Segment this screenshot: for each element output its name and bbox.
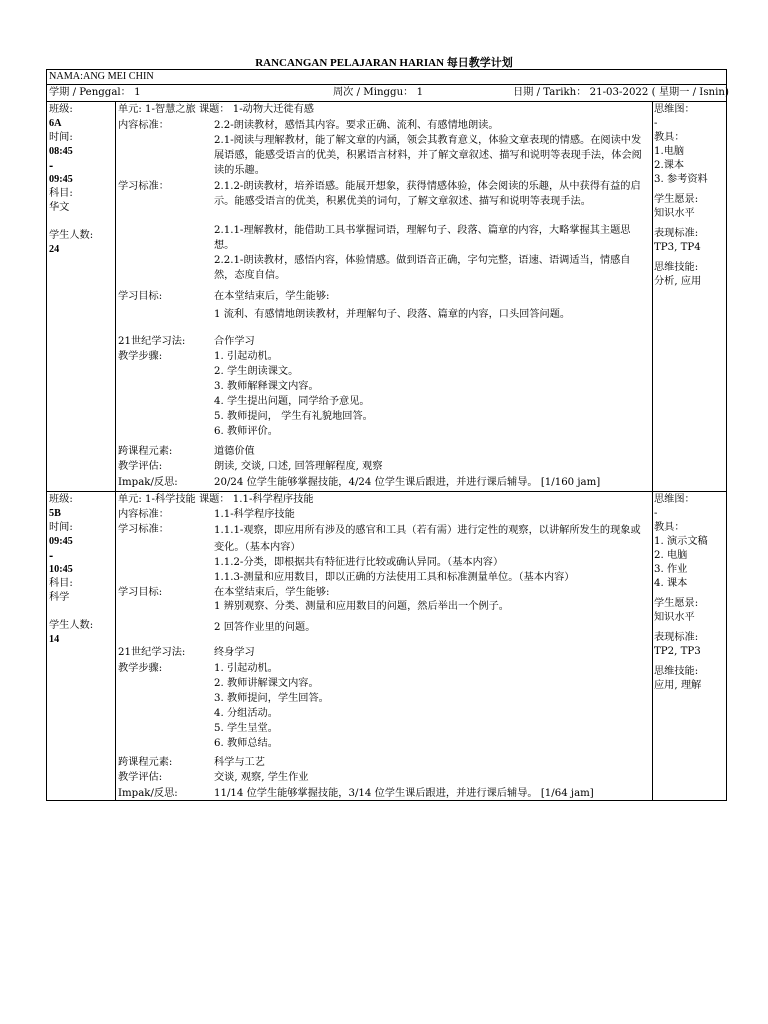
step-item: 1. 引起动机。	[214, 351, 278, 362]
subject-label: 科目:	[49, 188, 73, 199]
lesson-info	[49, 493, 93, 647]
time-label: 时间:	[49, 522, 73, 533]
class-label: 班级:	[49, 104, 73, 115]
step-item: 4. 学生提出问题，同学给予意见。	[214, 396, 370, 407]
step-item: 6. 教师评价。	[214, 426, 278, 437]
mindmap-label: 思维图：	[654, 104, 695, 115]
students-label: 学生人数:	[49, 230, 94, 241]
think-label: 思维技能:	[654, 666, 699, 677]
impak-label: Impak/反思:	[118, 477, 178, 488]
class-value: 6A	[49, 118, 62, 129]
objective-item: 2 回答作业里的问题。	[214, 622, 316, 633]
learning-label: 学习标准：	[118, 524, 169, 535]
divider	[652, 101, 653, 801]
eval-value: 交谈, 观察, 学生作业	[214, 772, 309, 783]
learning-label: 学习标准：	[118, 181, 169, 192]
content-label: 内容标准：	[118, 509, 169, 520]
impak-value: 11/14 位学生能够掌握技能，3/14 位学生课后跟进，并进行课后辅导。 [1/64 jam]	[214, 788, 594, 799]
step-item: 5. 学生呈堂。	[214, 723, 278, 734]
date: 日期 / Tarikh： 21-03-2022 ( 星期一 / Isnin)	[513, 87, 729, 98]
tools-label: 教具：	[654, 522, 685, 533]
objective-item: 1 辨别观察、分类、测量和应用数目的问题，然后举出一个例子。	[214, 601, 509, 612]
cross-label: 跨课程元素:	[118, 757, 173, 768]
content-text: 1.1-科学程序技能	[214, 509, 295, 520]
think-label: 思维技能:	[654, 262, 699, 273]
learning-item: 1.1.1-观察，即应用所有涉及的感官和工具（若有需）进行定性的观察，以讲解所发生的现象或变化。（基本内容）	[214, 525, 641, 553]
week: 周次 / Minggu： 1	[333, 87, 424, 98]
students-value: 24	[49, 244, 60, 255]
steps-list	[214, 661, 329, 751]
impak-label: Impak/反思:	[118, 788, 178, 799]
perf-label: 表现标准:	[654, 632, 699, 643]
unit-line: 单元: 1-智慧之旅 课题： 1-动物大迁徙有感	[118, 104, 314, 115]
eval-value: 朗读, 交谈, 口述, 回答理解程度, 观察	[214, 461, 383, 472]
divider	[47, 491, 726, 492]
mindmap-label: 思维图：	[654, 494, 695, 505]
learning-item: 1.1.3-测量和应用数目，即以正确的方法使用工具和标准测量单位。（基本内容）	[214, 572, 575, 583]
lesson-info	[49, 103, 93, 257]
lesson-plan-table	[46, 69, 727, 801]
objective-intro: 在本堂结束后，学生能够:	[214, 587, 330, 598]
wish-value: 知识水平	[654, 208, 695, 219]
divider	[47, 84, 726, 85]
c21-value: 合作学习	[214, 336, 255, 347]
time-end: 09:45	[49, 174, 73, 185]
think-value: 应用, 理解	[654, 680, 702, 691]
step-item: 1. 引起动机。	[214, 663, 278, 674]
cross-label: 跨课程元素:	[118, 446, 173, 457]
content-label: 内容标准：	[118, 120, 169, 131]
wish-label: 学生愿景:	[654, 598, 699, 609]
c21-label: 21世纪学习法:	[118, 336, 186, 347]
subject-label: 科目:	[49, 578, 73, 589]
step-item: 2. 学生朗读课文。	[214, 366, 299, 377]
perf-value: TP2, TP3	[654, 646, 701, 657]
class-value: 5B	[49, 508, 61, 519]
perf-label: 表现标准:	[654, 228, 699, 239]
time-label: 时间:	[49, 132, 73, 143]
wish-label: 学生愿景:	[654, 194, 699, 205]
term: 学期 / Penggal： 1	[49, 87, 141, 98]
step-item: 3. 教师解释课文内容。	[214, 381, 319, 392]
learning-item: 2.1.2-朗读教材，培养语感。能展开想象，获得情感体验，体会阅读的乐趣，从中获得有益的启示。能感受语言的优美，积累优美的词句，了解文章叙述、描写和说明等表现手法。	[214, 181, 641, 207]
steps-label: 教学步骤:	[118, 351, 163, 362]
step-item: 2. 教师讲解课文内容。	[214, 678, 319, 689]
mindmap-value: -	[654, 118, 658, 129]
learning-item: 2.2.1-朗读教材，感悟内容，体验情感。做到语音正确，字句完整，语速、语调适当，情感自然，态度自信。	[214, 255, 631, 281]
time-dash: -	[49, 550, 54, 562]
page-title: RANCANGAN PELAJARAN HARIAN 每日教学计划	[255, 57, 513, 69]
learning-item: 2.1.1-理解教材，能借助工具书掌握词语，理解句子、段落、篇章的内容，大略掌握其主题思想。	[214, 225, 631, 251]
time-start: 09:45	[49, 536, 73, 547]
perf-value: TP3, TP4	[654, 242, 701, 253]
tools-label: 教具：	[654, 132, 685, 143]
students-label: 学生人数:	[49, 620, 94, 631]
objective-intro: 在本堂结束后，学生能够:	[214, 291, 330, 302]
subject-value: 科学	[49, 592, 70, 603]
mindmap-value: -	[654, 508, 658, 519]
teacher-name: NAMA:ANG MEI CHIN	[49, 71, 154, 82]
impak-value: 20/24 位学生能够掌握技能，4/24 位学生课后跟进，并进行课后辅导。 [1/160 jam]	[214, 477, 601, 488]
eval-label: 教学评估:	[118, 772, 163, 783]
subject-value: 华文	[49, 202, 70, 213]
step-item: 4. 分组活动。	[214, 708, 278, 719]
cross-value: 道德价值	[214, 446, 255, 457]
step-item: 5. 教师提问， 学生有礼貌地回答。	[214, 411, 373, 422]
time-start: 08:45	[49, 146, 73, 157]
tool-item: 2.课本	[654, 160, 685, 171]
divider	[115, 101, 116, 801]
learning-item: 1.1.2-分类，即根据共有特征进行比较或确认异同。（基本内容）	[214, 557, 504, 568]
students-value: 14	[49, 634, 60, 645]
cross-value: 科学与工艺	[214, 757, 265, 768]
objective-item: 1 流利、有感情地朗读教材，并理解句子、段落、篇章的内容，口头回答问题。	[214, 309, 571, 320]
right-column	[654, 493, 708, 693]
objective-label: 学习目标:	[118, 587, 163, 598]
unit-line: 单元: 1-科学技能 课题： 1.1-科学程序技能	[118, 494, 314, 505]
divider	[47, 101, 726, 102]
step-item: 3. 教师提问，学生回答。	[214, 693, 329, 704]
eval-label: 教学评估:	[118, 461, 163, 472]
c21-label: 21世纪学习法:	[118, 647, 186, 658]
time-end: 10:45	[49, 564, 73, 575]
tool-item: 2. 电脑	[654, 550, 688, 561]
think-value: 分析, 应用	[654, 276, 702, 287]
step-item: 6. 教师总结。	[214, 738, 278, 749]
tool-item: 4. 课本	[654, 578, 688, 589]
class-label: 班级:	[49, 494, 73, 505]
tool-item: 3. 作业	[654, 564, 688, 575]
steps-label: 教学步骤:	[118, 663, 163, 674]
tool-item: 1.电脑	[654, 146, 685, 157]
tool-item: 3. 参考资料	[654, 174, 708, 185]
objective-label: 学习目标:	[118, 291, 163, 302]
content-text-2: 2.1-阅读与理解教材，能了解文章的内涵，领会其教育意义，体验文章表现的情感。在阅读中发展语感，能感受语言的优美，积累语言材料，并了解文章叙述、描写和说明等表现手法，体会阅读的乐趣。	[214, 135, 642, 176]
time-dash: -	[49, 160, 54, 172]
c21-value: 终身学习	[214, 647, 255, 658]
content-text: 2.2-朗读教材，感悟其内容。要求正确、流利、有感情地朗读。	[214, 120, 499, 131]
steps-list	[214, 349, 373, 439]
right-column	[654, 103, 708, 289]
tool-item: 1. 演示文稿	[654, 536, 708, 547]
wish-value: 知识水平	[654, 612, 695, 623]
